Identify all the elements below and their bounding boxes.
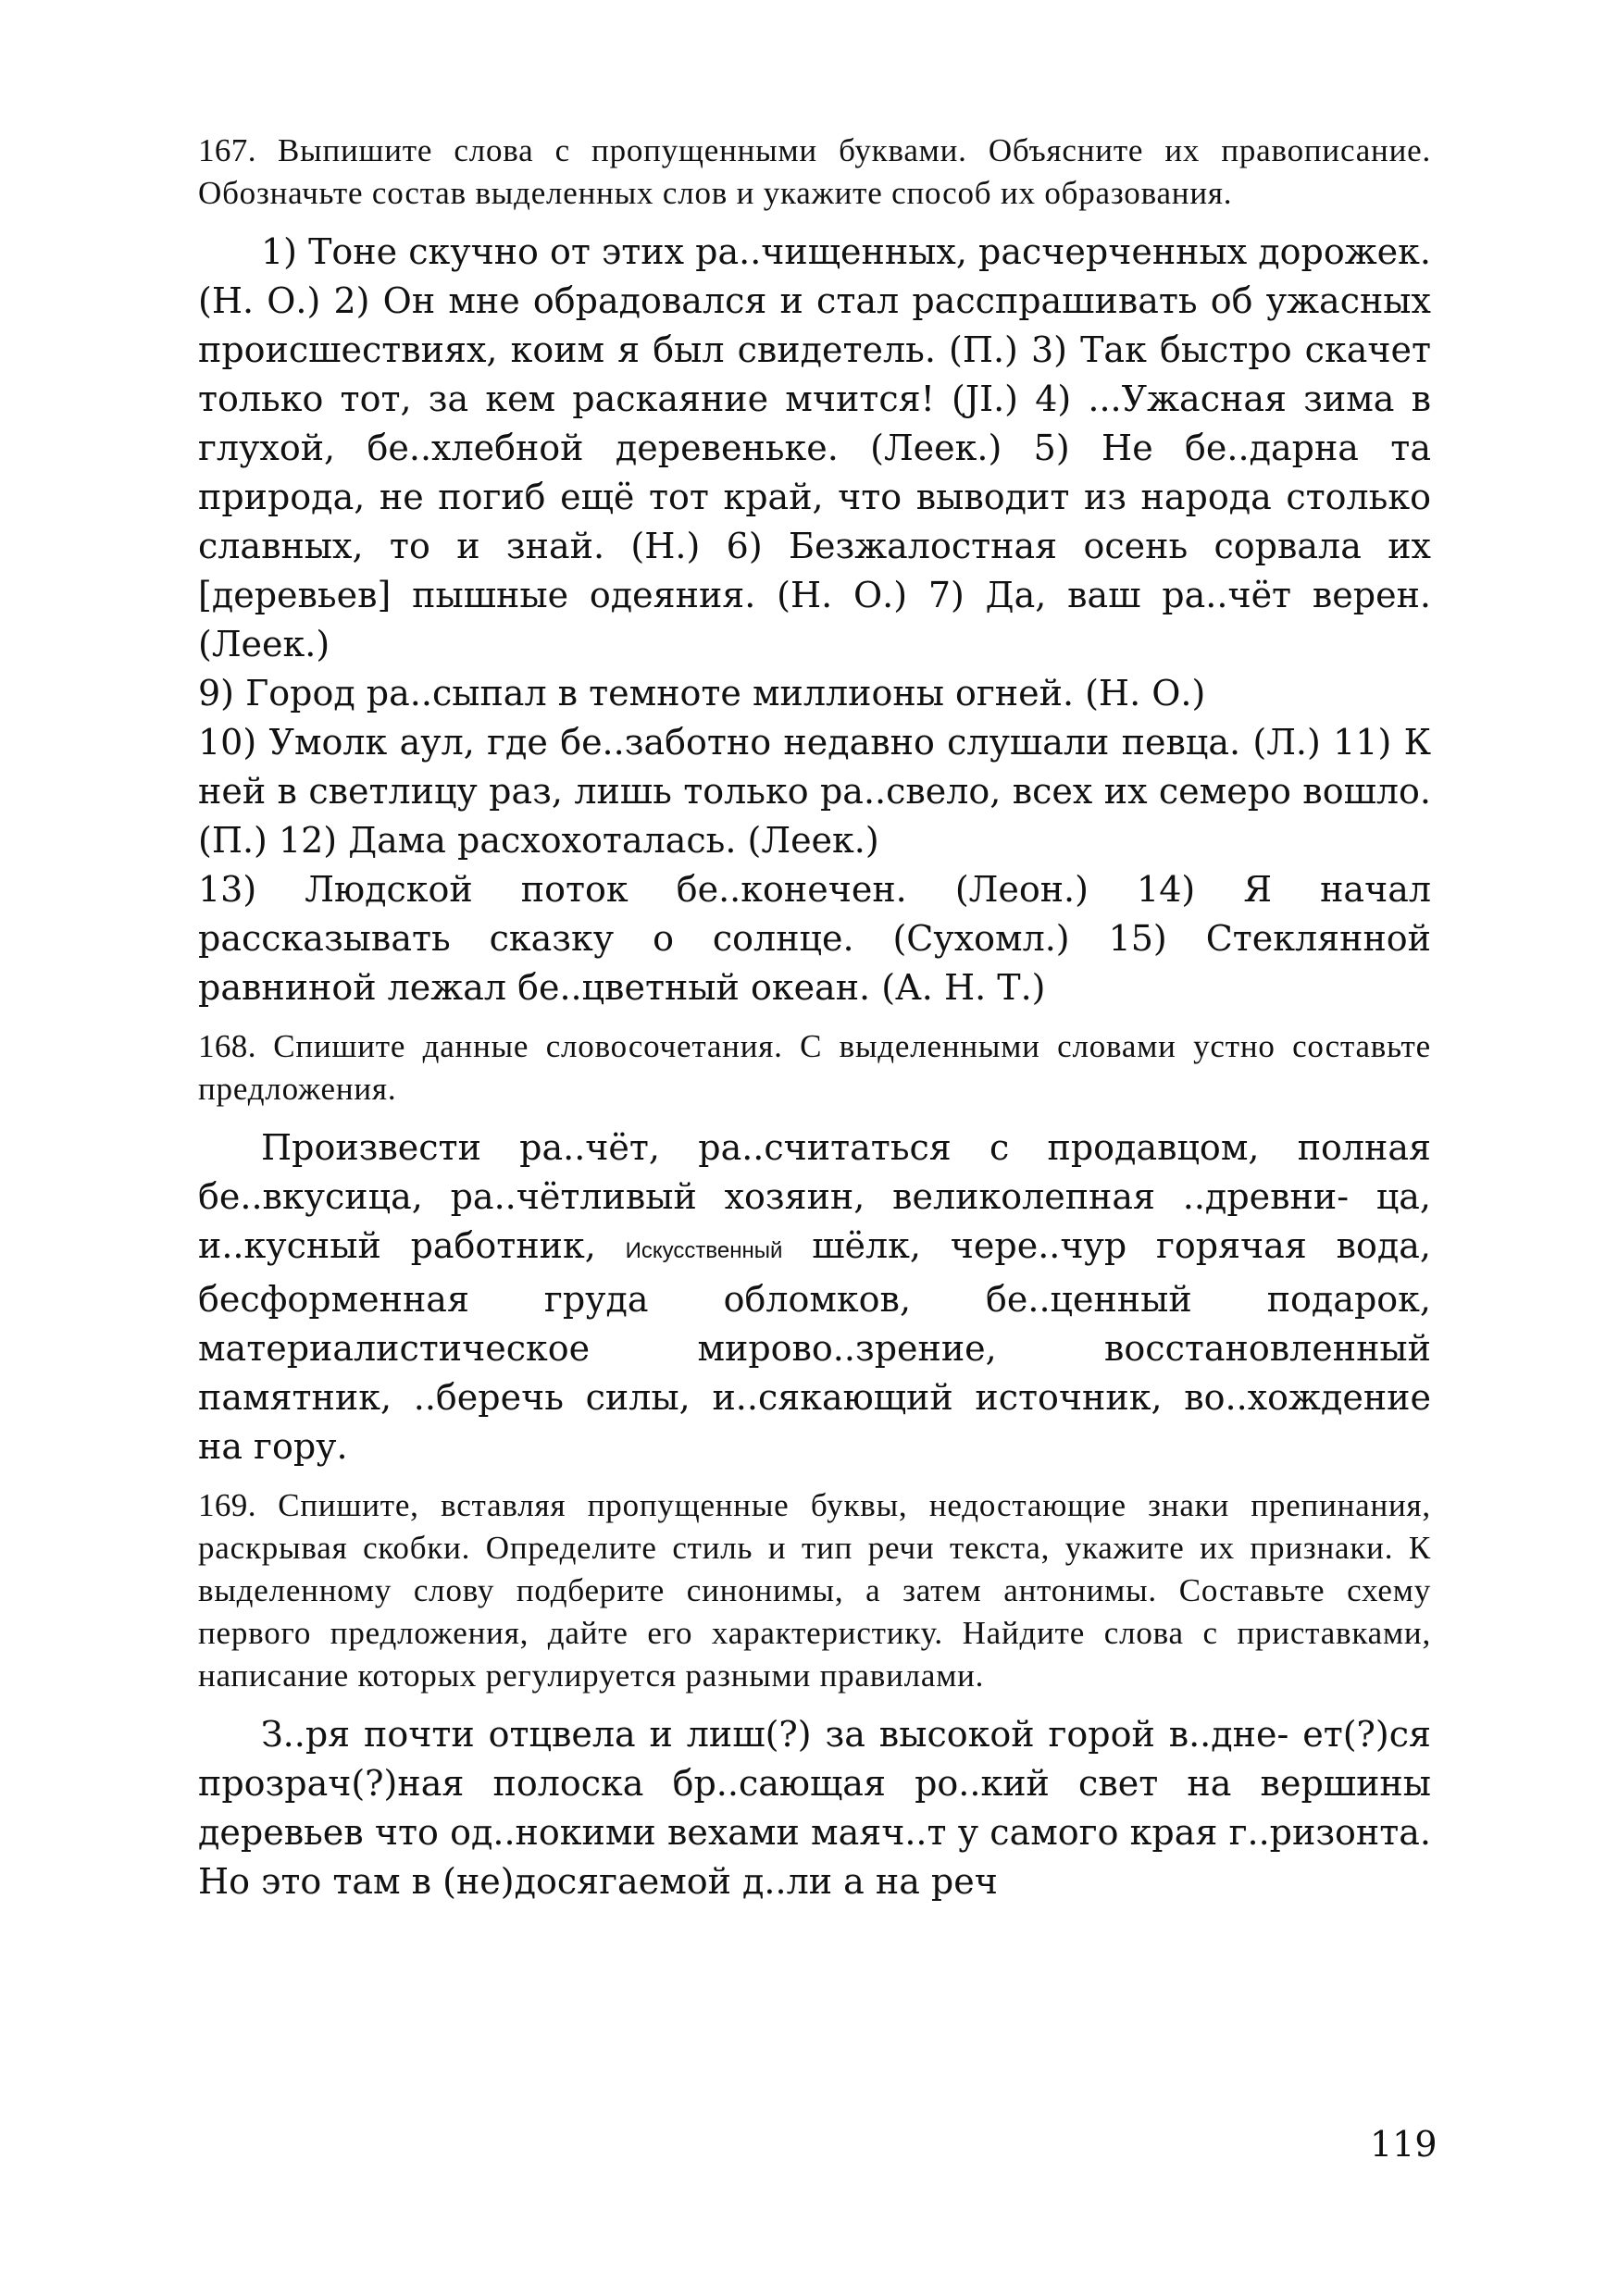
task-168-phrases-part-1: Произвести ра..чёт, ра..считаться с продавцом, полная бе..вкусица, ра..чётливый хозяин, великолепная ..древни- ца, и..кусный работник,: [198, 1127, 1431, 1266]
task-167-number: 167.: [198, 132, 256, 168]
page-number: 119: [1370, 2124, 1438, 2165]
task-167-instruction-text: Выпишите слова с пропущенными буквами. Объясните их правописание. Обозначьте состав выделенных слов и укажите способ их образования.: [198, 132, 1431, 211]
task-168-instruction: [198, 1025, 1431, 1111]
task-168-instruction-text: Спишите данные словосочетания. С выделенными словами устно составьте предложения.: [198, 1028, 1431, 1107]
task-167-paragraph-2: 9) Город ра..сыпал в темноте миллионы огней. (Н. О.): [198, 673, 1206, 714]
task-169-instruction: [198, 1484, 1431, 1697]
task-168-number: 168.: [198, 1028, 256, 1064]
task-168-small-word: Искусственный: [625, 1238, 783, 1263]
task-168-phrases: [198, 1123, 1431, 1471]
task-169-instruction-text: Спишите, вставляя пропущенные буквы, недостающие знаки препинания, раскрывая скобки. Определите стиль и тип речи текста, укажите их признаки. К выделенному слову подберите синонимы, а затем антонимы. Составьте схему первого предложения, дайте его характеристику. Найдите слова с приставками, написание которых регулируется разными правилами.: [198, 1487, 1431, 1694]
task-168-phrases-part-2: шёлк, чере..чур горячая вода, бесформенная груда обломков, бе..ценный подарок, материалистическое мирово..зрение, восстановленный памятник, ..беречь силы, и..сякающий источник, во..хождение на гору.: [198, 1225, 1431, 1467]
page-content: [198, 130, 1431, 1906]
task-167-paragraph-4: 13) Людской поток бе..конечен. (Леон.) 14) Я начал рассказывать сказку о солнце. (Сухомл.) 15) Стеклянной равниной лежал бе..цветный океан. (А. Н. Т.): [198, 869, 1431, 1008]
task-167-paragraph-1: 1) Тоне скучно от этих ра..чищенных, расчерченных дорожек. (Н. О.) 2) Он мне обрадовался и стал расспрашивать об ужасных происшествиях, коим я был свидетель. (П.) 3) Так быстро скачет только тот, за кем раскаяние мчится! (JI.) 4) ...Ужасная зима в глухой, бе..хлебной деревеньке. (Леек.) 5) Не бе..дарна та природа, не погиб ещё тот край, что выводит из народа столько славных, то и знай. (Н.) 6) Безжалостная осень сорвала их [деревьев] пышные одеяния. (Н. О.) 7) Да, ваш ра..чёт верен. (Леек.): [198, 231, 1431, 664]
task-169-number: 169.: [198, 1487, 256, 1523]
task-167-instruction: [198, 130, 1431, 215]
task-167-paragraph-3: 10) Умолк аул, где бе..заботно недавно слушали певца. (Л.) 11) К ней в светлицу раз, лишь только ра..свело, всех их семеро вошло. (П.) 12) Дама расхохоталась. (Леек.): [198, 722, 1431, 861]
task-169-text: З..ря почти отцвела и лиш(?) за высокой горой в..дне- ет(?)ся прозрач(?)ная полоска бр..сающая ро..кий свет на вершины деревьев что од..нокими вехами маяч..т у самого края г..ризонта. Но это там в (не)досягаемой д..ли а на реч: [198, 1714, 1431, 1902]
